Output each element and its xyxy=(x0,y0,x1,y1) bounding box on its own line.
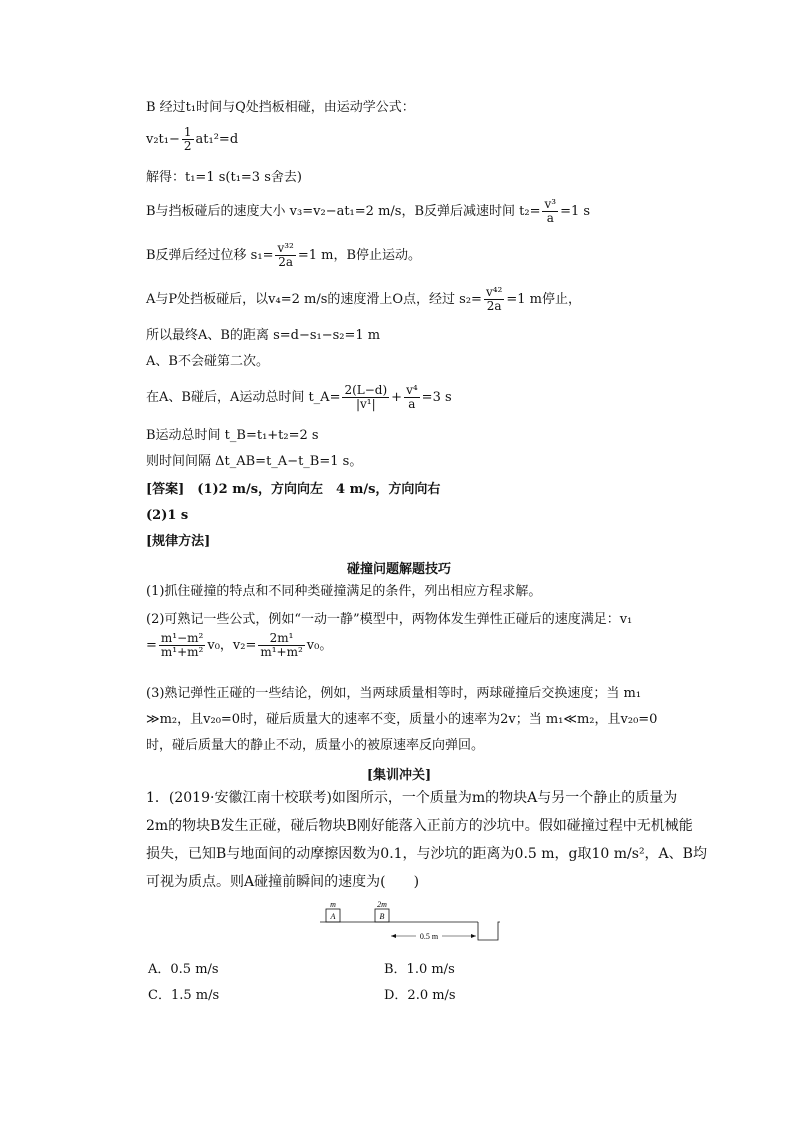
arrowhead-left xyxy=(391,934,396,938)
solution-line-5 xyxy=(146,242,421,269)
fraction-denominator: m¹+m² xyxy=(260,645,303,660)
solution-text: B运动总时间 t_B=t₁+t₂=2 s xyxy=(146,428,319,443)
method-point-3c: 时，碰后质量大的静止不动，质量小的被原速率反向弹回。 xyxy=(146,738,485,753)
label-B: B xyxy=(379,912,385,921)
fraction-numerator: 2(L−d) xyxy=(344,383,388,397)
fraction-denominator: a xyxy=(404,397,420,411)
solution-line-6 xyxy=(146,286,581,313)
solution-line-7 xyxy=(146,328,380,344)
option-c[interactable]: C．1.5 m/s xyxy=(148,988,220,1003)
collision-figure xyxy=(316,898,516,948)
equation-part: v₀，v₂= xyxy=(207,638,257,654)
equation-part: 在A、B碰后，A运动总时间 t_A= xyxy=(146,390,341,406)
answer-line-2 xyxy=(146,508,188,524)
practice-label: [集训冲关] xyxy=(366,768,432,783)
fraction-numerator: v⁴ xyxy=(406,383,418,397)
fraction-numerator: m¹−m² xyxy=(160,631,204,645)
fraction xyxy=(404,384,420,411)
method-point-1: (1)抓住碰撞的特点和不同种类碰撞满足的条件，列出相应方程求解。 xyxy=(146,584,542,599)
label-m: m xyxy=(330,900,336,909)
solution-line-11 xyxy=(146,454,362,470)
fraction-denominator: 2a xyxy=(484,299,504,313)
equation-part: at₁²=d xyxy=(195,132,239,148)
equation-part: =3 s xyxy=(421,390,452,406)
solution-text: 所以最终A、B的距离 s=d−s₁−s₂=1 m xyxy=(146,328,381,343)
solution-line-8 xyxy=(146,354,269,370)
question-line-2: 2m的物块B发生正碰，碰后物块B刚好能落入正前方的沙坑中。假如碰撞过程中无机械能 xyxy=(146,818,693,834)
equation-part: B反弹后经过位移 s₁= xyxy=(146,248,274,264)
solution-line-4 xyxy=(146,198,590,225)
method-label: [规律方法] xyxy=(146,534,211,549)
equation-part: v₀。 xyxy=(306,638,333,654)
method-title: 碰撞问题解题技巧 xyxy=(346,562,451,577)
fraction xyxy=(275,242,295,269)
solution-line-9 xyxy=(146,384,452,411)
fraction xyxy=(342,384,389,411)
answer-text: [答案] (1)2 m/s，方向向左 4 m/s，方向向右 xyxy=(146,482,441,497)
label-2m: 2m xyxy=(377,900,387,909)
fraction-denominator: 2a xyxy=(275,255,295,269)
method-point-3a: (3)熟记弹性正碰的一些结论，例如，当两球质量相等时，两球碰撞后交换速度；当 m₁ xyxy=(146,686,642,701)
equation-part: =1 m停止， xyxy=(506,292,581,308)
option-d[interactable]: D．2.0 m/s xyxy=(384,988,456,1003)
solution-line-1 xyxy=(146,100,415,116)
fraction xyxy=(258,632,304,659)
fraction-numerator: v³² xyxy=(277,241,294,255)
label-A: A xyxy=(330,912,336,921)
fraction-numerator: v⁴² xyxy=(485,285,503,299)
method-point-2a: (2)可熟记一些公式，例如“一动一静”模型中，两物体发生弹性正碰后的速度满足：v₁ xyxy=(146,612,633,627)
fraction-denominator: m¹+m² xyxy=(160,645,204,660)
fraction-numerator: 1 xyxy=(183,125,192,139)
equation-part: B与挡板碰后的速度大小 v₃=v₂−at₁=2 m/s，B反弹后减速时间 t₂= xyxy=(146,204,541,220)
option-b[interactable]: B．1.0 m/s xyxy=(384,962,455,977)
sand-pit xyxy=(478,922,500,940)
equation-part: v₂t₁− xyxy=(146,132,180,148)
answer-line-1 xyxy=(146,482,440,498)
solution-text: A、B不会碰第二次。 xyxy=(146,354,269,369)
fraction xyxy=(542,198,558,225)
question-line-1: 1．(2019·安徽江南十校联考)如图所示，一个质量为m的物块A与另一个静止的质量为 xyxy=(146,790,678,806)
method-point-3b: ≫m₂，且v₂₀=0时，碰后质量大的速率不变，质量小的速率为2v；当 m₁≪m₂，且v₂₀=0 xyxy=(146,712,658,727)
fraction-denominator: 2 xyxy=(183,139,192,154)
answer-text: (2)1 s xyxy=(146,508,189,523)
fraction xyxy=(159,632,205,659)
distance-label: 0.5 m xyxy=(419,932,439,941)
equation-part: A与P处挡板碰后，以v₄=2 m/s的速度滑上O点，经过 s₂= xyxy=(146,292,482,308)
method-point-2b xyxy=(146,632,332,659)
solution-line-3 xyxy=(146,170,302,186)
arrowhead-right xyxy=(471,934,476,938)
solution-text: 则时间间隔 Δt_AB=t_A−t_B=1 s。 xyxy=(146,454,363,469)
solution-line-10 xyxy=(146,428,319,444)
fraction-denominator: |v¹| xyxy=(342,397,389,411)
solution-line-2 xyxy=(146,126,238,153)
equation-part: = xyxy=(146,638,157,654)
fraction-numerator: 2m¹ xyxy=(269,631,294,645)
solution-text: 解得：t₁=1 s(t₁=3 s舍去) xyxy=(146,170,302,185)
equation-part: =1 m，B停止运动。 xyxy=(297,248,422,264)
solution-text: B 经过t₁时间与Q处挡板相碰，由运动学公式： xyxy=(146,100,415,115)
fraction xyxy=(182,126,194,153)
fraction-denominator: a xyxy=(542,211,558,225)
question-line-3: 损失，已知B与地面间的动摩擦因数为0.1，与沙坑的距离为0.5 m，g取10 m/s²，A、B均 xyxy=(146,846,707,862)
equation-part: + xyxy=(391,390,403,406)
equation-part: =1 s xyxy=(560,204,591,220)
fraction xyxy=(484,286,504,313)
option-a[interactable]: A．0.5 m/s xyxy=(148,962,219,977)
question-line-4: 可视为质点。则A碰撞前瞬间的速度为( ) xyxy=(146,874,420,890)
fraction-numerator: v³ xyxy=(544,197,557,211)
